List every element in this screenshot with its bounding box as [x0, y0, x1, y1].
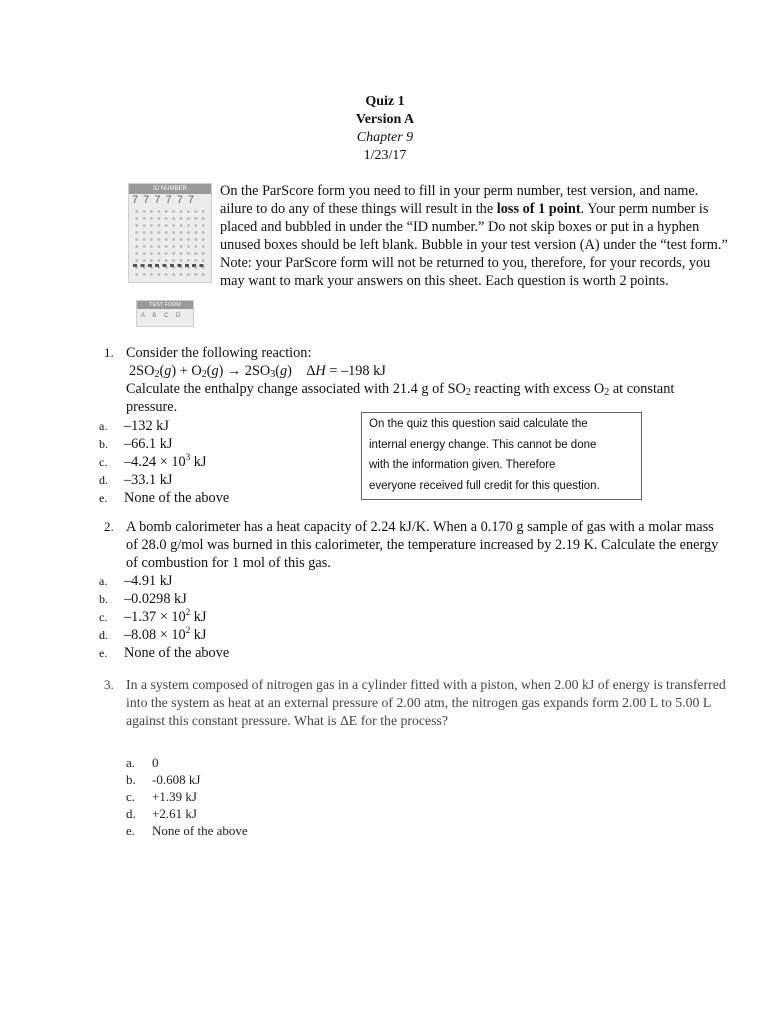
instructions-text-2: . Your perm number is placed and bubbled in under the “ID number.” Do not skip boxes or put in a hyphen unused boxes should be left blank. Bubble in your test version (A) under the “test form.” Note: your ParScore form will not be returned to you, therefore, for your records, you may want to mark your answers on this sheet. Each question is worth 2 points.	[220, 201, 728, 289]
question-text: In a system composed of nitrogen gas in a cylinder fitted with a piston, when 2.00 kJ of energy is transferred into the system as heat at an external pressure of 2.00 atm, the nitrogen gas expands form 2.00 L to 5.00 L against this constant pressure. What is ΔE for the process?	[126, 677, 726, 728]
filled-bubbles	[133, 264, 207, 267]
note-line: with the information given. Therefore	[369, 459, 556, 471]
question-number: 3.	[104, 677, 114, 692]
credit-note-box	[361, 412, 642, 500]
answer-option: c. $-4.24 \times 10^3$ kJ	[99, 452, 207, 470]
id-number-label: ID NUMBER	[129, 184, 211, 194]
question-lead: Consider the following reaction:	[126, 345, 312, 361]
id-number-digits: 7 7 7 7 7 7	[132, 194, 195, 206]
answer-option: e. None of the above	[126, 823, 248, 838]
answer-options	[99, 572, 724, 662]
quiz-version: Version A	[355, 112, 415, 127]
answer-options	[126, 754, 724, 839]
note-line: internal energy change. This cannot be done	[369, 438, 597, 451]
answer-option: e. None of the above	[99, 645, 230, 661]
test-form-image	[136, 300, 194, 327]
note-line: On the quiz this question said calculate the	[369, 418, 588, 430]
question-number: 2.	[104, 519, 114, 534]
test-form-options: A B C D	[141, 313, 181, 319]
question-2	[99, 518, 724, 662]
quiz-date: 1/23/17	[363, 148, 407, 163]
question-text: A bomb calorimeter has a heat capacity of 2.24 kJ/K. When a 0.170 g sample of gas with a molar mass of 28.0 g/mol was burned in this calorimeter, the temperature increased by 2.19 K. Calculate the energy of combustion for 1 mol of this gas.	[126, 519, 719, 571]
question-3	[104, 676, 724, 839]
instructions-bold: loss of 1 point	[496, 201, 581, 217]
quiz-header	[0, 93, 770, 165]
quiz-chapter: Chapter 9	[356, 130, 414, 145]
question-number: 1.	[104, 345, 114, 360]
instructions-text-1: On the ParScore form you need to fill in your perm number, test version, and name. ailure to do any of these things will result in the	[220, 183, 699, 217]
answer-option: a. 0	[126, 755, 159, 770]
answer-option: b. -0.608 kJ	[126, 772, 201, 787]
quiz-title: Quiz 1	[365, 94, 405, 109]
answer-option: e. None of the above	[99, 490, 230, 506]
answer-option: b. –0.0298 kJ	[99, 591, 187, 607]
answer-option: a. –4.91 kJ	[99, 573, 173, 589]
answer-option: d. $-8.08 \times 10^2$ kJ	[99, 625, 207, 643]
answer-option: c. +1.39 kJ	[126, 789, 197, 804]
reaction-equation: $2SO_2(g) + O_2(g) \to 2SO_3(g)$ ΔH = –198 kJ	[129, 363, 386, 380]
bubble-grid	[133, 208, 207, 278]
test-form-label: TEST FORM	[137, 301, 193, 309]
question-text: Calculate the enthalpy change associated with 21.4 g of $SO_2$ reacting with excess $O_2$ at constant pressure.	[126, 381, 675, 415]
note-line: everyone received full credit for this question.	[369, 479, 600, 492]
answer-option: b. –66.1 kJ	[99, 436, 173, 452]
answer-option: a. –132 kJ	[99, 418, 169, 434]
id-number-form-image	[128, 183, 212, 283]
answer-option: d. +2.61 kJ	[126, 806, 197, 821]
instructions-paragraph	[220, 182, 730, 290]
answer-option: d. –33.1 kJ	[99, 472, 173, 488]
answer-option: c. $-1.37 \times 10^2$ kJ	[99, 607, 207, 625]
